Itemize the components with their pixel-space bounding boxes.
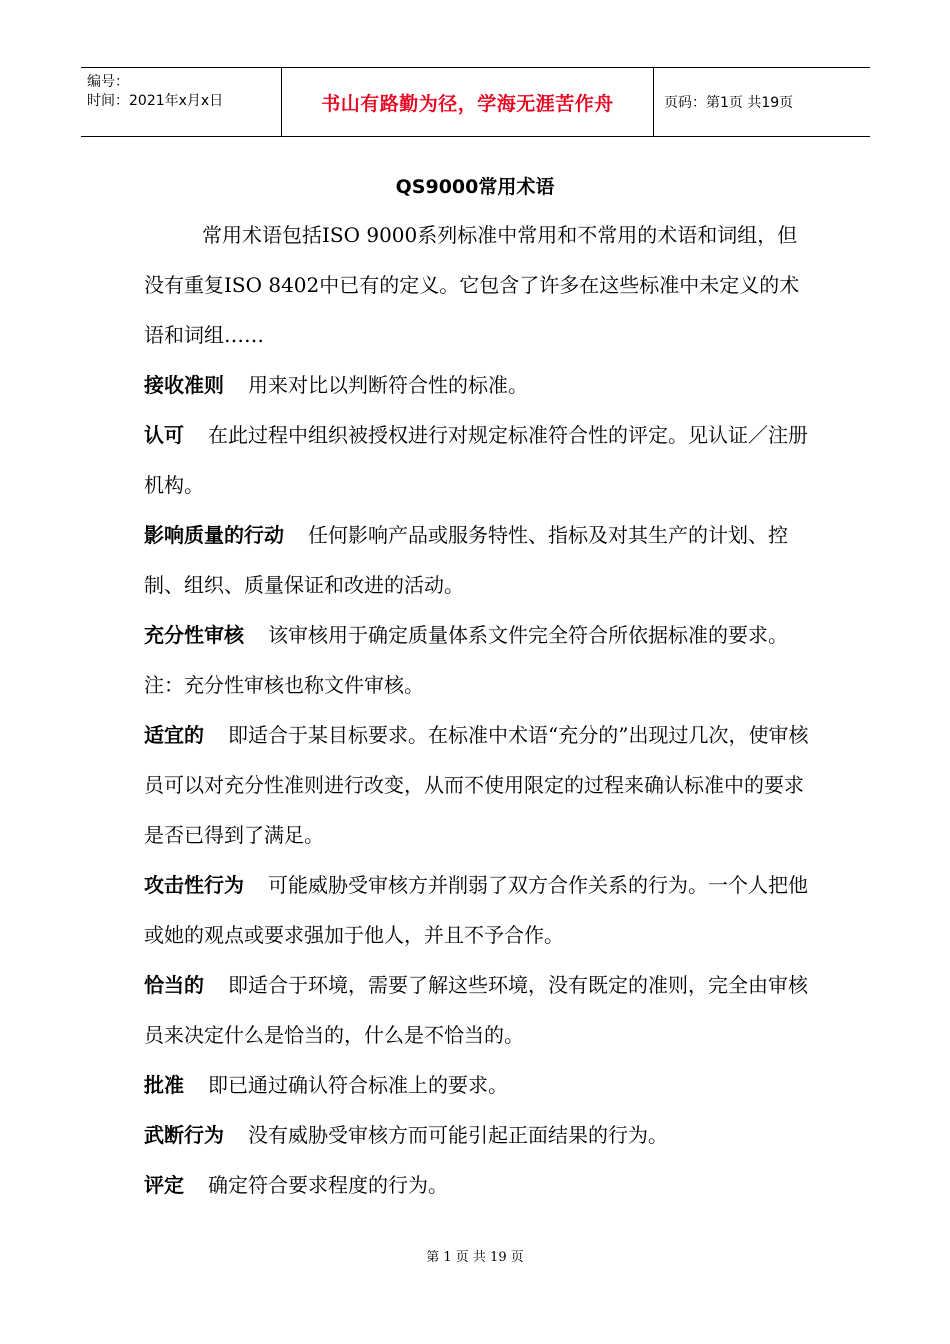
term-entry (144, 1060, 816, 1110)
number-label: 编号： (87, 74, 129, 90)
term-entry (144, 360, 816, 410)
term-definition: 确定符合要求程度的行为。 (208, 1173, 448, 1197)
term-entry (144, 710, 816, 860)
header-meta (81, 68, 282, 136)
term-list (144, 360, 816, 1210)
term-definition: 用来对比以判断符合性的标准。 (248, 373, 528, 397)
term-name: 认可 (144, 423, 184, 447)
term-entry (144, 1110, 816, 1160)
term-name: 武断行为 (144, 1123, 224, 1147)
term-name: 适宜的 (144, 723, 204, 747)
term-name: 评定 (144, 1173, 184, 1197)
term-definition: 在此过程中组织被授权进行对规定标准符合性的评定。见认证／注册机构。 (144, 423, 808, 497)
term-definition: 即已通过确认符合标准上的要求。 (208, 1073, 508, 1097)
document-title: QS9000常用术语 (395, 176, 555, 198)
term-entry (144, 610, 816, 710)
term-name: 接收准则 (144, 373, 224, 397)
term-definition: 任何影响产品或服务特性、指标及对其生产的计划、控制、组织、质量保证和改进的活动。 (144, 523, 788, 597)
term-entry (144, 960, 816, 1060)
term-definition: 即适合于环境，需要了解这些环境，没有既定的准则，完全由审核员来决定什么是恰当的，什么是不恰当的。 (144, 973, 808, 1047)
term-name: 充分性审核 (144, 623, 244, 647)
term-name: 批准 (144, 1073, 184, 1097)
page-header (81, 67, 870, 137)
term-entry (144, 410, 816, 510)
term-definition: 没有威胁受审核方而可能引起正面结果的行为。 (248, 1123, 668, 1147)
term-name: 影响质量的行动 (144, 523, 284, 547)
term-entry (144, 1160, 816, 1210)
term-entry (144, 510, 816, 610)
term-entry (144, 860, 816, 960)
term-definition: 该审核用于确定质量体系文件完全符合所依据标准的要求。注：充分性审核也称文件审核。 (144, 623, 788, 697)
page-label: 页码：第1页 共19页 (664, 95, 794, 111)
term-name: 恰当的 (144, 973, 204, 997)
intro-paragraph: 常用术语包括ISO 9000系列标准中常用和不常用的术语和词组，但没有重复ISO 8402中已有的定义。它包含了许多在这些标准中未定义的术语和词组…… (144, 223, 800, 347)
document-body (144, 210, 816, 1210)
term-definition: 即适合于某目标要求。在标准中术语“充分的”出现过几次，使审核员可以对充分性准则进行改变，从而不使用限定的过程来确认标准中的要求是否已得到了满足。 (144, 723, 809, 847)
time-label: 时间：2021年x月x日 (87, 93, 224, 109)
header-motto-cell (282, 68, 654, 136)
term-definition: 可能威胁受审核方并削弱了双方合作关系的行为。一个人把他或她的观点或要求强加于他人，并且不予合作。 (144, 873, 808, 947)
page-footer: 第 1 页 共 19 页 (426, 1250, 524, 1265)
header-page-cell (654, 68, 870, 136)
term-name: 攻击性行为 (144, 873, 244, 897)
motto: 书山有路勤为径，学海无涯苦作舟 (321, 92, 614, 115)
